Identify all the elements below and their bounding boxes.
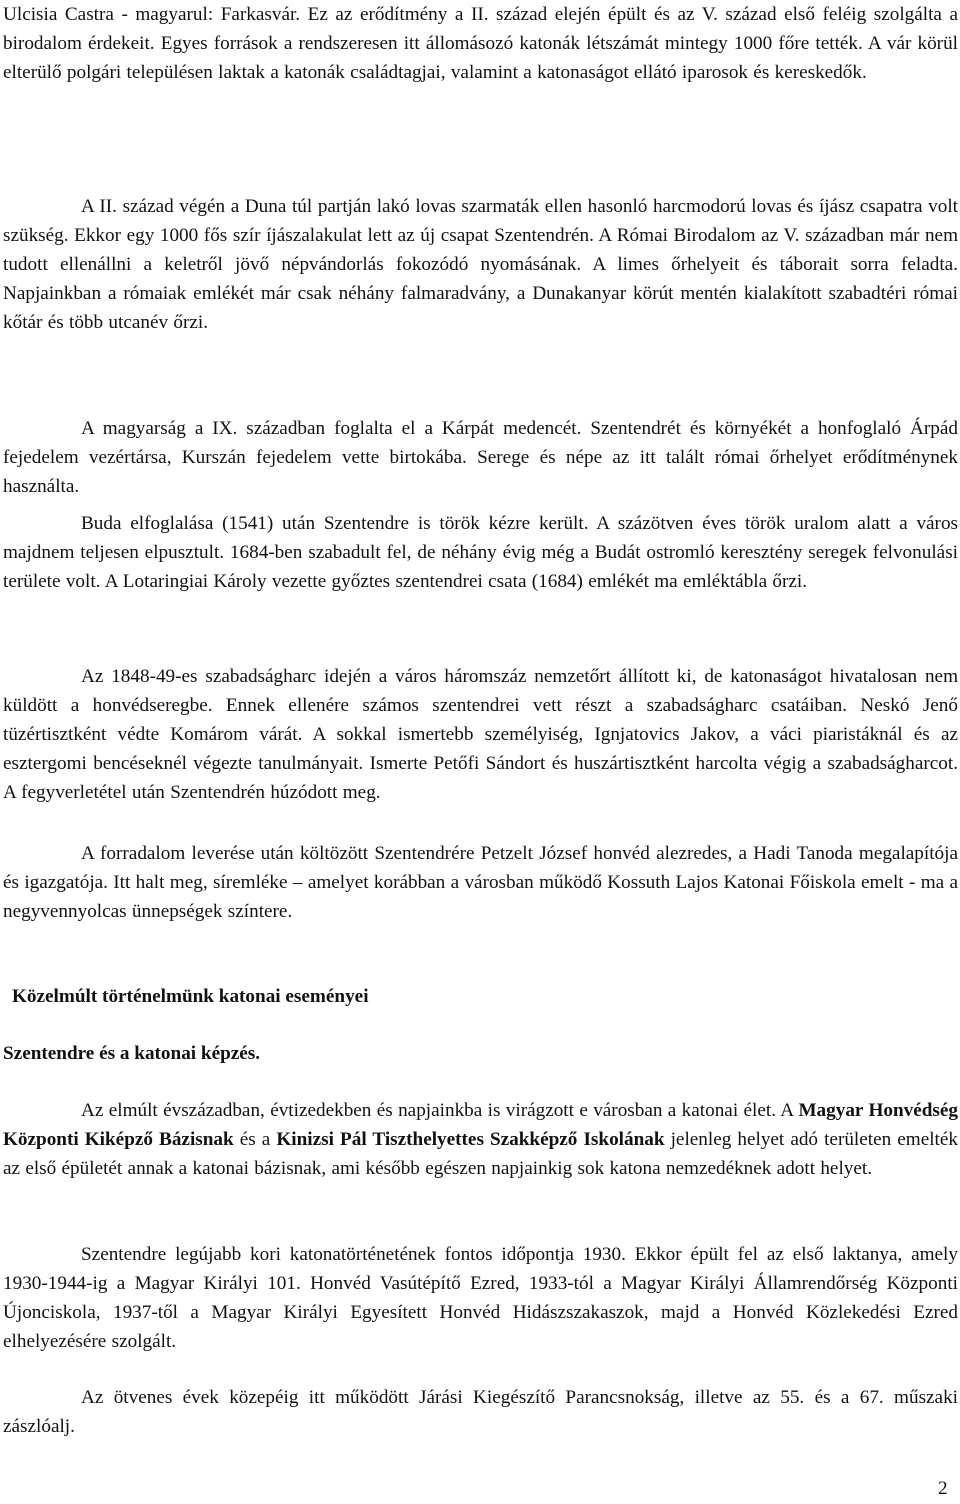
paragraph-hungarian-conquest: A magyarság a IX. században foglalta el a Kárpát medencét. Szentendrét és környékét a honfoglaló Árpád fejedelem vezértársa, Kurszán fejedelem vette birtokába. Serege és népe az itt talált római őrhelyet erődítménynek használta.: [3, 418, 958, 497]
paragraph-ulcisia-castra: Ulcisia Castra - magyarul: Farkasvár. Ez az erődítmény a II. század elején épült és az V. század első feléig szolgálta a birodalom érdekeit. Egyes források a rendszeresen itt állomásozó katonák létszámát mintegy 1000 főre tették. A vár körül elterülő polgári településen laktak a katonák családtagjai, valamint a katonaságot ellátó iparosok és kereskedők.: [3, 4, 958, 83]
paragraph-1848-revolution: Az 1848-49-es szabadságharc idején a város háromszáz nemzetőrt állított ki, de katonaságot hivatalosan nem küldött a honvédseregbe. Ennek ellenére számos szentendrei vett részt a szabadságharc csatáiban. Neskó Jenő tüzértisztként védte Komárom várát. A sokkal ismertebb személyiség, Ignjatovics Jakov, a váci piaristáknál és az esztergomi bencéseknél végezte tanulmányait. Ismerte Petőfi Sándort és huszártisztként harcolta végig a szabadságharcot. A fegyverletétel után Szentendrén húzódott meg.: [3, 666, 958, 803]
emphasis-base-name: Magyar Honvédség Központi Kiképző Bázisnak: [3, 1100, 958, 1150]
paragraph-1930-barracks: Szentendre legújabb kori katonatörténetének fontos időpontja 1930. Ekkor épült fel az első laktanya, amely 1930-1944-ig a Magyar Királyi 101. Honvéd Vasútépítő Ezred, 1933-tól a Magyar Királyi Államrendőrség Központi Újonciskola, 1937-től a Magyar Királyi Egyesített Honvéd Hidászszakaszok, majd a Honvéd Közlekedési Ezred elhelyezésére szolgált.: [3, 1244, 958, 1352]
paragraph-fifties: Az ötvenes évek közepéig itt működött Járási Kiegészítő Parancsnokság, illetve az 55. és a 67. műszaki zászlóalj.: [3, 1387, 958, 1437]
paragraph-sarmatians: A II. század végén a Duna túl partján lakó lovas szarmaták ellen hasonló harcmodorú lovas és íjász csapatra volt szükség. Ekkor egy 1000 fős szír íjászalakulat lett az új csapat Szentendrén. A Római Birodalom az V. században már nem tudott ellenállni a keletről jövő népvándorlás fokozódó nyomásának. A limes őrhelyeit és táborait sorra feladta. Napjainkban a rómaiak emlékét már csak néhány falmaradvány, a Dunakanyar körút mentén kialakított szabadtéri római kőtár és több utcanév őrzi.: [3, 196, 958, 333]
paragraph-text: Az elmúlt évszázadban, évtizedekben és napjainkba is virágzott e városban a katonai élet. A: [81, 1100, 799, 1121]
paragraph-petzelt: A forradalom leverése után költözött Szentendrére Petzelt József honvéd alezredes, a Hadi Tanoda megalapítója és igazgatója. Itt halt meg, síremléke – amelyet korábban a városban működő Kossuth Lajos Katonai Főiskola emelt - ma a negyvennyolcas ünnepségek színtere.: [3, 843, 958, 922]
page-number: 2: [938, 1478, 948, 1499]
emphasis-school-name: Kinizsi Pál Tiszthelyettes Szakképző Iskolának: [276, 1129, 665, 1150]
paragraph-text: és a: [233, 1129, 277, 1150]
paragraph-turkish-rule: Buda elfoglalása (1541) után Szentendre is török kézre került. A százötven éves török uralom alatt a város majdnem teljesen elpusztult. 1684-ben szabadult fel, de néhány évig még a Budát ostromló keresztény seregek felvonulási területe volt. A Lotaringiai Károly vezette győztes szentendrei csata (1684) emlékét ma emléktábla őrzi.: [3, 513, 958, 592]
paragraph-text: jelenleg helyet adó területen emelték az első épületét annak a katonai bázisnak, ami később egészen napjainkig sok katona nemzedéknek adott helyet.: [3, 1129, 959, 1179]
paragraph-military-training: [3, 1096, 958, 1183]
subsection-heading: Szentendre és a katonai képzés.: [3, 1043, 261, 1064]
section-heading: Közelmúlt történelmünk katonai eseményei: [12, 986, 369, 1007]
